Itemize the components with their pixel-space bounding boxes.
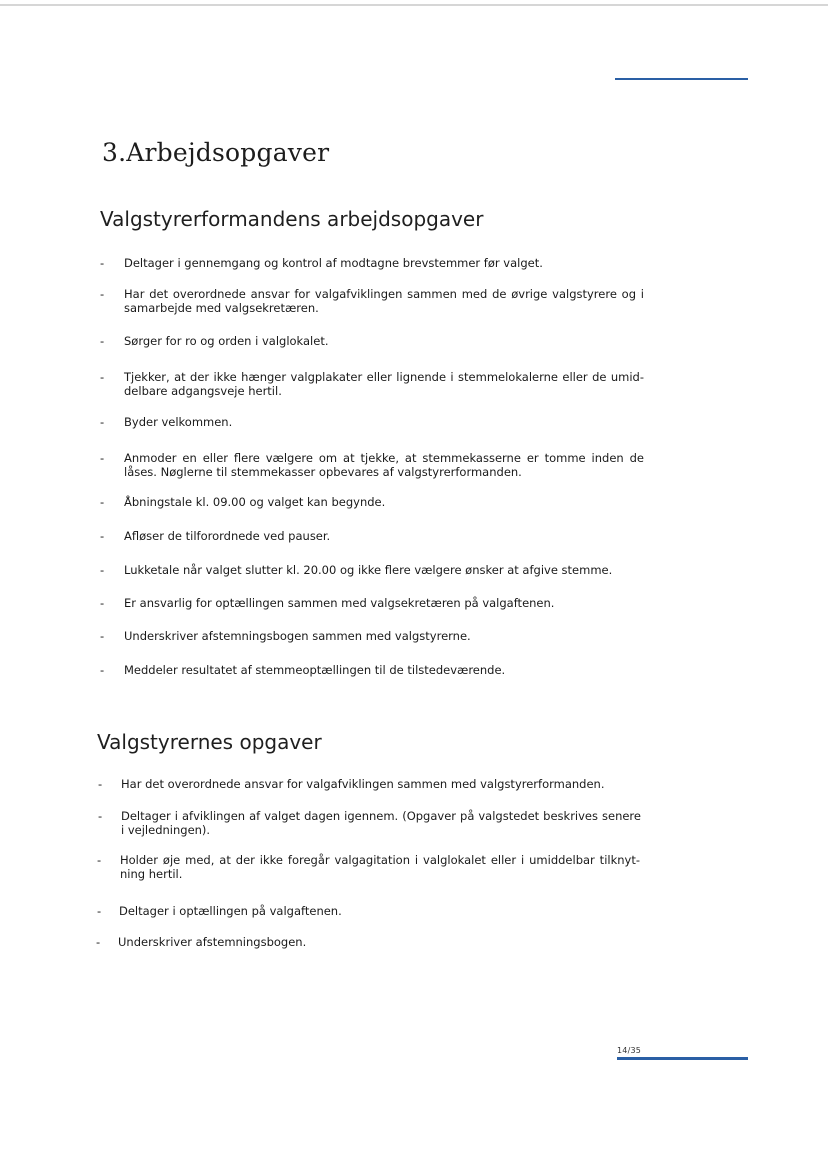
bullet-dash: - xyxy=(98,777,103,791)
list-item-text: Underskriver afstemningsbogen. xyxy=(118,935,307,949)
header-rule xyxy=(615,78,748,80)
list-item-text: Anmoder en eller flere vælgere om at tjekke, at stemmekasserne er tomme inden de låses. Nøglerne til stemmekasser opbevares af valgstyrerformanden. xyxy=(124,451,644,479)
bullet-dash: - xyxy=(100,287,105,301)
list-item-text: Holder øje med, at der ikke foregår valgagitation i valglokalet eller i umiddelbar tilknyt-ning hertil. xyxy=(120,853,640,881)
bullet-dash: - xyxy=(100,529,105,543)
list-item-text: Har det overordnede ansvar for valgafviklingen sammen med de øvrige valgstyrere og i samarbejde med valgsekretæren. xyxy=(124,287,644,315)
bullet-dash: - xyxy=(100,596,105,610)
section-title-valgstyrere: Valgstyrernes opgaver xyxy=(97,730,322,754)
list-item-text: Åbningstale kl. 09.00 og valget kan begynde. xyxy=(124,495,386,509)
bullet-dash: - xyxy=(100,256,105,270)
bullet-dash: - xyxy=(100,451,105,465)
list-item-text: Lukketale når valget slutter kl. 20.00 og ikke flere vælgere ønsker at afgive stemme. xyxy=(124,563,613,577)
list-item-text: Er ansvarlig for optællingen sammen med valgsekretæren på valgaftenen. xyxy=(124,596,555,610)
list-item-text: Meddeler resultatet af stemmeoptællingen til de tilstedeværende. xyxy=(124,663,506,677)
list-item-text: Har det overordnede ansvar for valgafviklingen sammen med valgstyrerformanden. xyxy=(121,777,605,791)
bullet-dash: - xyxy=(100,563,105,577)
bullet-dash: - xyxy=(100,495,105,509)
bullet-dash: - xyxy=(97,853,102,867)
list-item-text: Afløser de tilforordnede ved pauser. xyxy=(124,529,331,543)
list-item-text: Tjekker, at der ikke hænger valgplakater eller lignende i stemmelokalerne eller de umid-delbare adgangsveje hertil. xyxy=(124,370,644,398)
list-item-text: Deltager i afviklingen af valget dagen igennem. (Opgaver på valgstedet beskrives senere i vejledningen). xyxy=(121,809,641,837)
page-number: 14/35 xyxy=(617,1046,642,1055)
bullet-dash: - xyxy=(100,370,105,384)
bullet-dash: - xyxy=(97,904,102,918)
bullet-dash: - xyxy=(100,415,105,429)
list-item-text: Byder velkommen. xyxy=(124,415,233,429)
bullet-dash: - xyxy=(98,809,103,823)
footer-rule xyxy=(617,1057,748,1060)
list-item-text: Underskriver afstemningsbogen sammen med valgstyrerne. xyxy=(124,629,471,643)
bullet-dash: - xyxy=(100,629,105,643)
list-item-text: Deltager i gennemgang og kontrol af modtagne brevstemmer før valget. xyxy=(124,256,543,270)
bullet-dash: - xyxy=(100,663,105,677)
list-item-text: Sørger for ro og orden i valglokalet. xyxy=(124,334,329,348)
list-item-text: Deltager i optællingen på valgaftenen. xyxy=(119,904,342,918)
bullet-dash: - xyxy=(96,935,101,949)
chapter-title: 3.Arbejdsopgaver xyxy=(102,138,330,167)
scan-top-edge xyxy=(0,4,828,6)
section-title-formand: Valgstyrerformandens arbejdsopgaver xyxy=(100,207,484,231)
bullet-dash: - xyxy=(100,334,105,348)
